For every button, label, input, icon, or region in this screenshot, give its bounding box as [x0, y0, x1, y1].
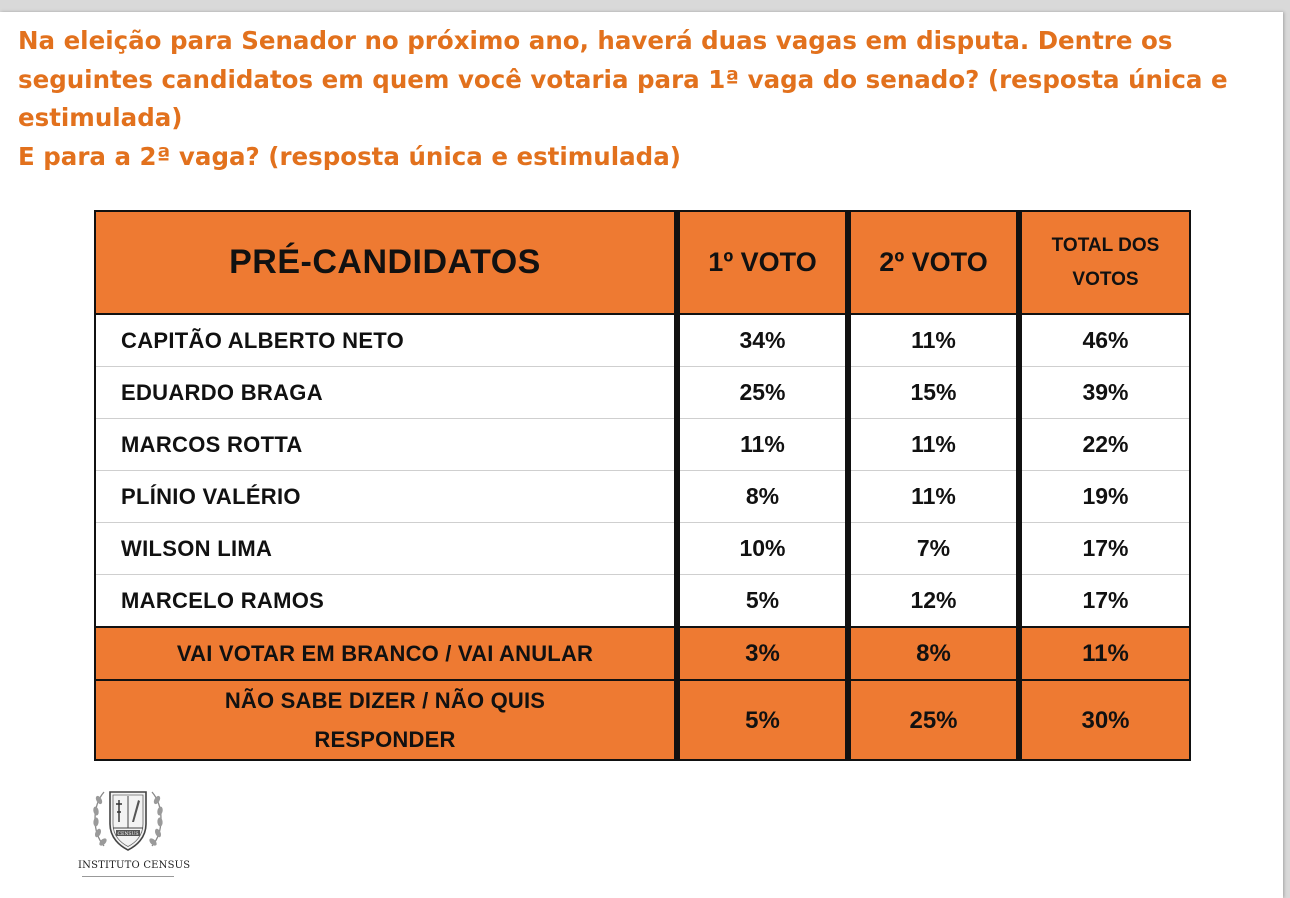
candidate-name: EDUARDO BRAGA	[95, 367, 677, 419]
second-vote-value: 11%	[848, 471, 1019, 523]
total-votes-value: 17%	[1019, 523, 1190, 575]
total-votes-value: 30%	[1019, 680, 1190, 760]
total-votes-value: 46%	[1019, 314, 1190, 367]
total-votes-value: 11%	[1019, 627, 1190, 680]
first-vote-value: 11%	[677, 419, 848, 471]
header-total-line-1: TOTAL DOS	[1051, 234, 1160, 256]
special-row-label	[95, 680, 677, 760]
header-total-votes	[1019, 211, 1190, 314]
header-candidates: PRÉ-CANDIDATOS	[95, 211, 677, 314]
second-vote-value: 25%	[848, 680, 1019, 760]
header-first-vote: 1º VOTO	[677, 211, 848, 314]
question-line-4: E para a 2ª vaga? (resposta única e estimulada)	[18, 141, 681, 171]
second-vote-value: 11%	[848, 314, 1019, 367]
total-votes-value: 22%	[1019, 419, 1190, 471]
second-vote-value: 7%	[848, 523, 1019, 575]
table-row	[95, 575, 1190, 628]
table-header-row	[95, 211, 1190, 314]
table-row	[95, 419, 1190, 471]
candidate-name: PLÍNIO VALÉRIO	[95, 471, 677, 523]
special-row-label	[95, 627, 677, 680]
total-votes-value: 39%	[1019, 367, 1190, 419]
header-total-line-2: VOTOS	[1072, 268, 1139, 290]
question-line-3: estimulada)	[18, 103, 183, 132]
instituto-census-logo	[78, 784, 191, 884]
special-row-label-line: VAI VOTAR EM BRANCO / VAI ANULAR	[176, 640, 594, 666]
second-vote-value: 12%	[848, 575, 1019, 628]
table-row	[95, 314, 1190, 367]
first-vote-value: 3%	[677, 627, 848, 680]
second-vote-value: 11%	[848, 419, 1019, 471]
first-vote-value: 8%	[677, 471, 848, 523]
first-vote-value: 34%	[677, 314, 848, 367]
candidate-name: WILSON LIMA	[95, 523, 677, 575]
table-row	[95, 471, 1190, 523]
special-row	[95, 680, 1190, 760]
candidate-name: MARCOS ROTTA	[95, 419, 677, 471]
question-line-1: Na eleição para Senador no próximo ano, haverá duas vagas em disputa. Dentre os	[18, 26, 1173, 55]
candidate-name: CAPITÃO ALBERTO NETO	[95, 314, 677, 367]
special-row	[95, 627, 1190, 680]
table-row	[95, 367, 1190, 419]
shield-text: CENSUS	[117, 832, 139, 837]
second-vote-value: 15%	[848, 367, 1019, 419]
candidate-name: MARCELO RAMOS	[95, 575, 677, 628]
logo-divider	[82, 876, 174, 877]
results-table	[94, 210, 1191, 761]
slide	[0, 12, 1283, 898]
total-votes-value: 19%	[1019, 471, 1190, 523]
first-vote-value: 5%	[677, 680, 848, 760]
total-votes-value: 17%	[1019, 575, 1190, 628]
special-row-label-line: NÃO SABE DIZER / NÃO QUIS	[224, 688, 546, 713]
special-row-label-line: RESPONDER	[314, 727, 456, 752]
header-second-vote: 2º VOTO	[848, 211, 1019, 314]
first-vote-value: 25%	[677, 367, 848, 419]
question-text	[18, 22, 1258, 176]
laurel-shield-icon	[90, 784, 166, 858]
question-line-2: seguintes candidatos em quem você votaria para 1ª vaga do senado? (resposta única e	[18, 64, 1228, 94]
first-vote-value: 10%	[677, 523, 848, 575]
second-vote-value: 8%	[848, 627, 1019, 680]
table-row	[95, 523, 1190, 575]
first-vote-value: 5%	[677, 575, 848, 628]
logo-caption: INSTITUTO CENSUS	[78, 860, 191, 871]
